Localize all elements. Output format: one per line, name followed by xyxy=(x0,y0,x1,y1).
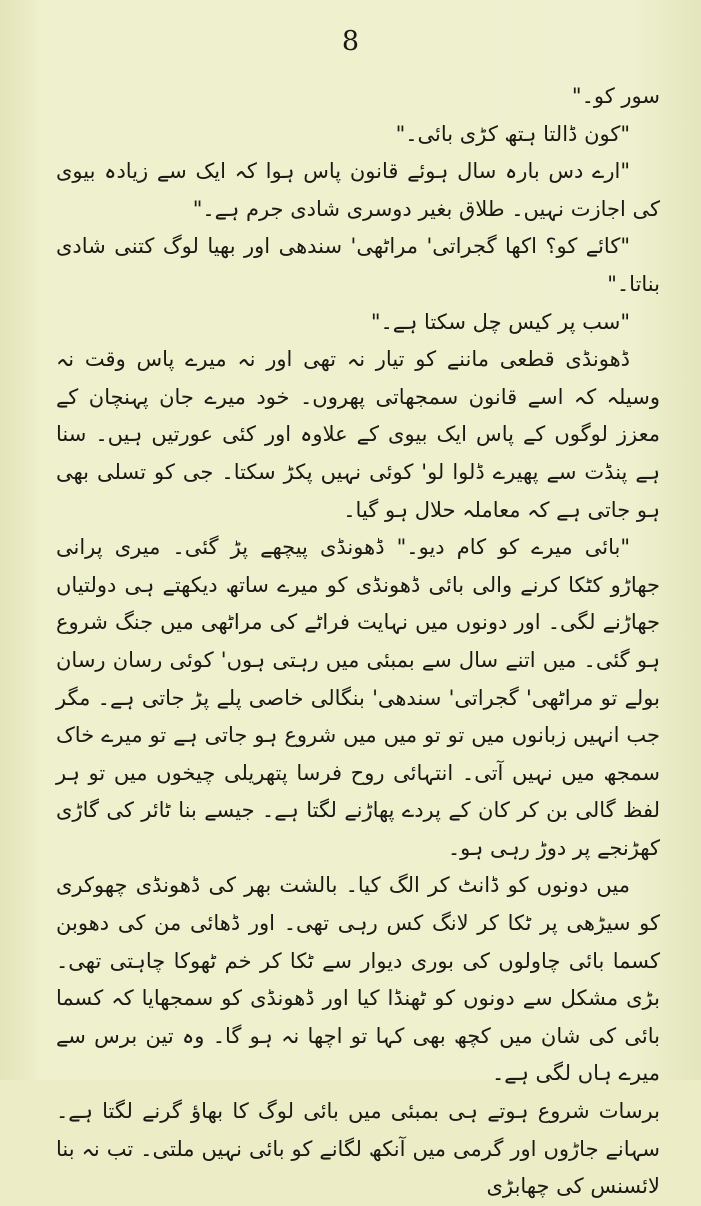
paragraph-8: میں دونوں کو ڈانٹ کر الگ کیا۔ بالشت بھر کی ڈھونڈی چھوکری کو سیڑھی پر ٹکا کر لانگ کس رہی تھی۔ اور ڈھائی من کی دھوبن کسما بائی چاولوں کی بوری دیوار سے ٹکا کر خم ٹھوکا چاہتی تھی۔ بڑی مشکل سے دونوں کو ٹھنڈا کیا اور ڈھونڈی کو سمجھایا کہ کسما بائی کی شان میں کچھ بھی کہا تو اچھا نہ ہو گا۔ وہ تین برس سے میرے ہاں لگی ہے۔ xyxy=(56,873,660,1086)
paragraph-9: برسات شروع ہوتے ہی بمبئی میں بائی لوگ کا بھاؤ گرنے لگتا ہے۔ سہانے جاڑوں اور گرمی میں آنکھ لگانے کو بائی نہیں ملتی۔ تب نہ بنا لائسنس کی چھابڑی xyxy=(56,1099,660,1199)
body-text xyxy=(56,78,660,1206)
paragraph-6: ڈھونڈی قطعی ماننے کو تیار نہ تھی اور نہ میرے پاس وقت نہ وسیلہ کہ اسے قانون سمجھاتی پھروں۔ خود میرے جان پہنچان کے معزز لوگوں کے پاس ایک بیوی کے علاوہ اور کئی عورتیں ہیں۔ سنا ہے پنڈت سے پھیرے ڈلوا لو' کوئی نہیں پکڑ سکتا۔ جی کو تسلی بھی ہو جاتی ہے کہ معاملہ حلال ہو گیا۔ xyxy=(56,347,660,522)
paragraph-5: "سب پر کیس چل سکتا ہے۔" xyxy=(370,309,630,334)
page-number: 8 xyxy=(341,26,360,57)
paragraph-2: "کون ڈالتا ہتھ کڑی بائی۔" xyxy=(395,121,630,146)
paragraph-4: "کائے کو؟ اکھا گجراتی' مراٹھی' سندھی اور بھیا لوگ کتنی شادی بناتا۔" xyxy=(56,234,660,296)
paragraph-3: "ارے دس بارہ سال ہوئے قانون پاس ہوا کہ ایک سے زیادہ بیوی کی اجازت نہیں۔ طلاق بغیر دوسری شادی جرم ہے۔" xyxy=(56,159,660,221)
paragraph-1: سور کو۔" xyxy=(571,84,660,108)
paragraph-7: "بائی میرے کو کام دیو۔" ڈھونڈی پیچھے پڑ گئی۔ میری پرانی جھاڑو کٹکا کرنے والی بائی ڈھونڈی کو میرے ساتھ دیکھتے ہی دولتیاں جھاڑنے لگی۔ اور دونوں میں نہایت فراٹے کی مراٹھی میں جنگ شروع ہو گئی۔ میں اتنے سال سے بمبئی میں رہتی ہوں' کوئی رسان رسان بولے تو مراٹھی' گجراتی' سندھی' بنگالی خاصی پلے پڑ جاتی ہے۔ مگر جب انہیں زبانوں میں تو تو میں میں شروع ہو جاتی ہے تو میرے خاک سمجھ میں نہیں آتی۔ انتہائی روح فرسا پتھریلی چیخوں میں تو ہر لفظ گالی بن کر کان کے پردے پھاڑنے لگتا ہے۔ جیسے بنا ٹائر کی گاڑی کھڑنجے پر دوڑ رہی ہو۔ xyxy=(56,535,660,860)
